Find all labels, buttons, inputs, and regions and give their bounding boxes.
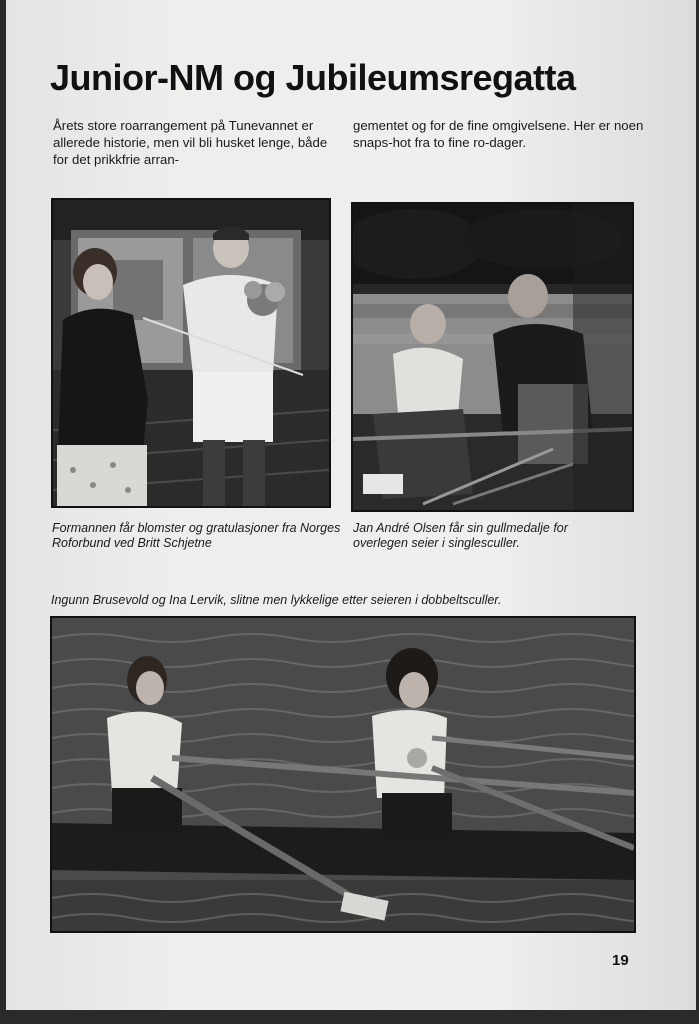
caption-double-sculls: Ingunn Brusevold og Ina Lervik, slitne men lykkelige etter seieren i dobbeltsculler. [51, 593, 502, 607]
photo-flower-presentation [51, 198, 331, 508]
photo-medal-presentation [351, 202, 634, 512]
photo-double-sculls-image [52, 618, 634, 931]
article-title: Junior-NM og Jubileumsregatta [50, 57, 576, 98]
intro-text-right: gementet og for de fine omgivelsene. Her er noen snaps-hot fra to fine ro-dager. [353, 118, 644, 150]
intro-text-left: Årets store roarrangement på Tunevannet er allerede historie, men vil bli husket lenge, både for det prikkfrie arran- [53, 118, 328, 167]
photo-double-sculls [50, 616, 636, 933]
photo-flower-presentation-image [53, 200, 329, 506]
page-number: 19 [612, 952, 629, 969]
caption-flower-presentation: Formannen får blomster og gratulasjoner fra Norges Roforbund ved Britt Schjetne [52, 521, 341, 550]
caption-medal-presentation: Jan André Olsen får sin gullmedalje for overlegen seier i singlesculler. [353, 521, 568, 550]
photo-medal-presentation-image [353, 204, 632, 510]
magazine-page [6, 0, 696, 1010]
